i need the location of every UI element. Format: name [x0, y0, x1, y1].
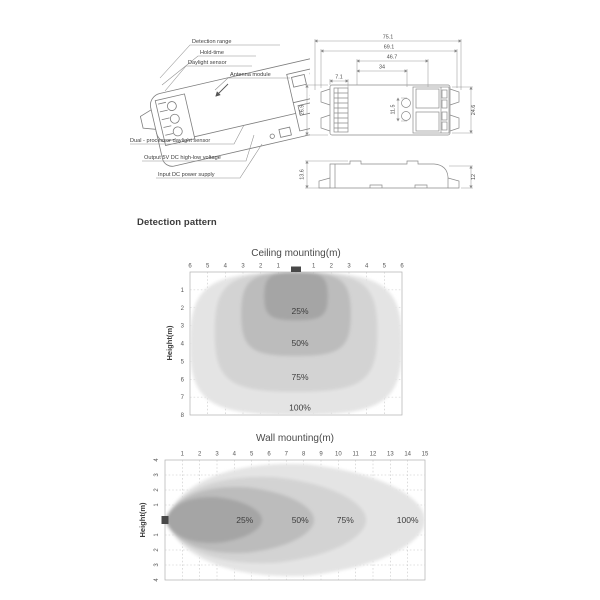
tick-label: 3 [215, 451, 219, 458]
dim-side-right-height: 12 [471, 174, 477, 180]
zone-label: 75% [291, 372, 309, 383]
ceiling-mounting-chart [160, 243, 420, 430]
dim-body-width: 69.1 [383, 44, 395, 51]
tick-label: 6 [188, 263, 192, 270]
dim-inner-width: 46.7 [386, 54, 398, 61]
sensor-icon [162, 516, 169, 524]
zone-label: 75% [336, 515, 354, 525]
zone-label: 100% [289, 402, 311, 413]
tick-label: 6 [400, 263, 404, 270]
wall-mounting-chart [135, 428, 447, 600]
tick-label: 5 [205, 263, 210, 270]
tick-label: 8 [180, 413, 184, 419]
wall-plot-area [154, 452, 429, 582]
zone-label: 50% [291, 515, 309, 525]
device-label-detection-range: Detection range [192, 39, 232, 45]
tick-label: 3 [241, 263, 245, 270]
device-label-antenna-module: Antenna module [230, 72, 271, 78]
tick-label: 14 [404, 451, 412, 458]
device-isometric-drawing [128, 28, 310, 206]
tick-label: 1 [154, 503, 160, 507]
tick-label: 7 [284, 451, 289, 458]
tick-label: 11 [352, 451, 359, 458]
dim-overall-width: 75.1 [382, 34, 394, 41]
tick-label: 4 [364, 263, 369, 270]
sensor-icon [291, 267, 301, 273]
tick-label: 1 [311, 263, 316, 270]
tick-label: 6 [180, 377, 184, 384]
tick-label: 12 [369, 451, 377, 458]
tick-label: 2 [154, 548, 160, 552]
device-label-input: Input DC power supply [158, 172, 215, 178]
device-dimension-drawing [295, 18, 485, 218]
dim-connector-height: 11.5 [390, 104, 397, 115]
tick-label: 7 [180, 395, 184, 402]
tick-label: 3 [154, 473, 160, 477]
device-label-output: Output 5V DC high-low voltage [144, 155, 221, 161]
tick-label: 2 [329, 263, 334, 270]
side-view [319, 161, 459, 188]
ceiling-chart-title: Ceiling mounting(m) [251, 248, 341, 259]
tick-label: 3 [154, 563, 160, 567]
dim-terminal-width: 34 [379, 64, 385, 71]
dim-tab-width: 7.1 [335, 74, 343, 81]
tick-label: 15 [421, 451, 429, 458]
tick-label: 5 [249, 451, 254, 458]
ceiling-y-axis-label: Height(m) [165, 325, 174, 361]
zone-label: 25% [236, 515, 254, 525]
tick-label: 8 [301, 451, 306, 458]
device-body [136, 52, 310, 171]
wall-y-axis-label: Height(m) [138, 502, 147, 538]
tick-label: 3 [180, 323, 184, 330]
device-label-daylight-sensor: Daylight sensor [188, 60, 227, 66]
tick-label: 1 [180, 287, 184, 294]
tick-label: 4 [154, 578, 160, 582]
tick-label: 9 [319, 451, 323, 458]
dim-side-left-height: 13.6 [299, 169, 306, 180]
zone-label: 25% [291, 306, 309, 317]
tick-label: 4 [223, 263, 228, 270]
tick-label: 5 [382, 263, 387, 270]
tick-label: 4 [154, 458, 160, 462]
zone-label: 100% [396, 515, 419, 525]
tick-label: 2 [197, 451, 202, 458]
tick-label: 2 [154, 488, 160, 492]
device-label-dual-processor: Dual - processor daylight sensor [130, 138, 211, 144]
tick-label: 2 [258, 263, 263, 270]
tick-label: 4 [180, 341, 184, 348]
tick-label: 10 [334, 451, 342, 458]
tick-label: 1 [180, 451, 185, 458]
tick-label: 6 [267, 451, 271, 458]
section-heading: Detection pattern [137, 217, 217, 228]
ceiling-plot-area [181, 264, 405, 420]
zone-label: 50% [291, 338, 309, 349]
tick-label: 4 [232, 451, 237, 458]
tick-label: 13 [386, 451, 394, 458]
tick-label: 3 [347, 263, 351, 270]
tick-label: 1 [154, 533, 160, 537]
dim-left-height: 26.9 [299, 104, 306, 116]
device-label-hold-time: Hold-time [200, 50, 224, 56]
tick-label: 2 [180, 305, 184, 312]
tick-label: 5 [180, 359, 184, 366]
wall-chart-title: Wall mounting(m) [256, 433, 334, 444]
tick-label: 1 [276, 263, 281, 270]
dim-right-height: 24.6 [471, 104, 477, 116]
